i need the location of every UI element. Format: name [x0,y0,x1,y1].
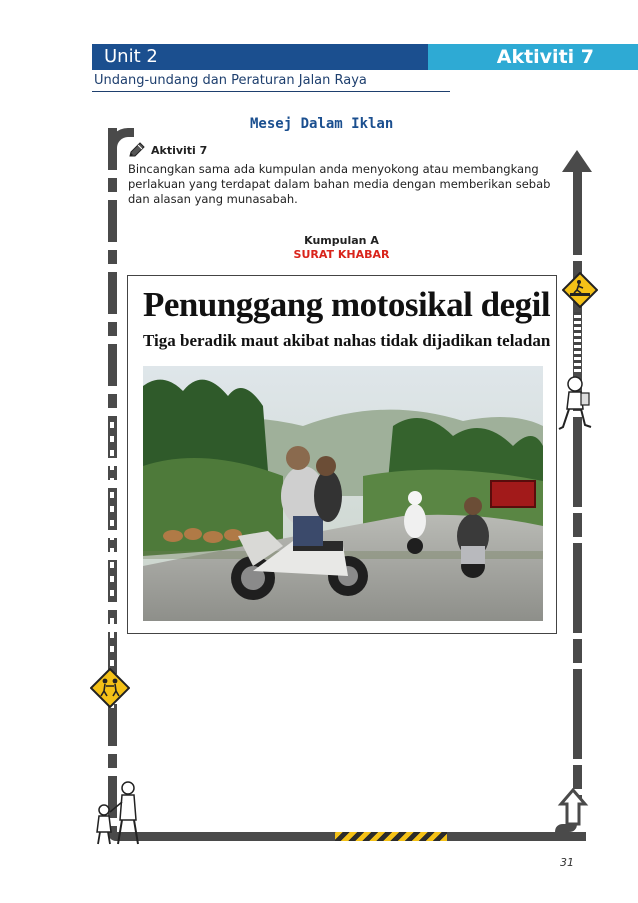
turn-arrow-icon [555,788,595,840]
activity-label [128,142,207,158]
zebra-crossing [574,312,581,372]
unit-title: Unit 2 [92,44,428,70]
group-name: Kumpulan A [304,234,379,247]
hazard-stripe [335,832,447,841]
activity-label-text: Aktiviti 7 [151,143,208,157]
clipping-subheadline: Tiga beradik maut akibat nahas tidak dijadikan teladan [143,331,551,350]
walking-boy-icon [555,375,595,437]
pencil-icon [128,142,146,158]
activity-title: Aktiviti 7 [428,44,638,70]
subtitle-divider [92,91,450,92]
motorcycle-photo [143,366,543,621]
section-title: Mesej Dalam Iklan [250,116,394,132]
clipping-headline: Penunggang motosikal degil [143,285,551,324]
instruction-text: Bincangkan sama ada kumpulan anda menyokong atau membangkang perlakuan yang terdapat dalam bahan media dengan memberikan sebab dan alasan yang munasabah. [128,162,551,206]
road-right [573,165,582,805]
header-bar [92,44,638,70]
parent-and-child-icon [88,780,144,850]
children-crossing-sign-icon [90,668,130,708]
chapter-subtitle: Undang-undang dan Peraturan Jalan Raya [94,73,367,88]
pedestrian-crossing-sign-icon [562,272,598,308]
media-source: SURAT KHABAR [293,248,390,261]
page-number: 31 [560,856,574,869]
road-lane-dashes [110,408,114,708]
